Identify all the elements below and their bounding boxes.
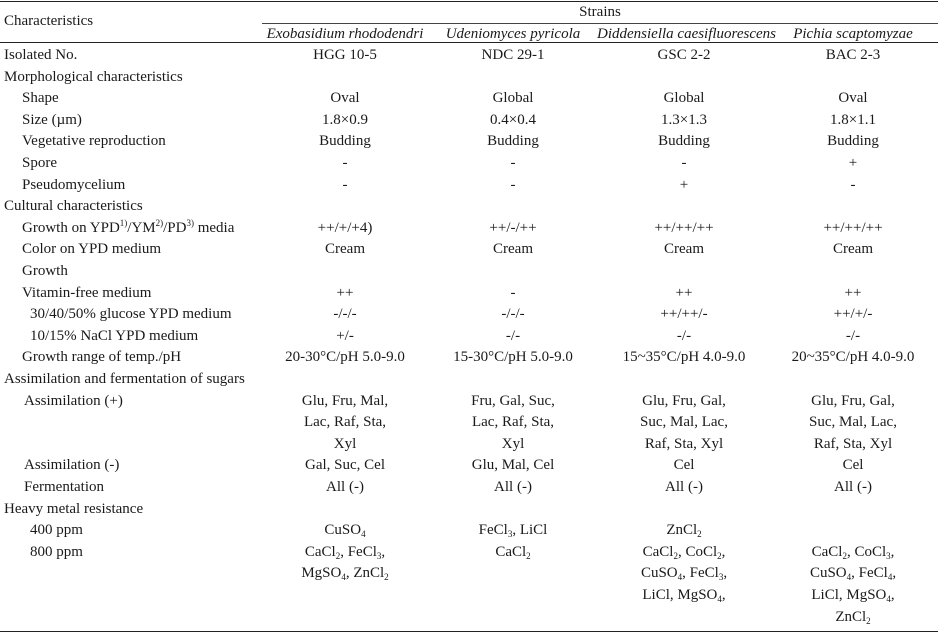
table-cell: ++ — [675, 284, 693, 301]
table-row — [0, 607, 938, 628]
table-row — [0, 455, 938, 476]
table-row — [0, 45, 938, 66]
table-header-rule — [0, 42, 938, 43]
table-row — [0, 347, 938, 368]
table-cell: - — [342, 155, 348, 171]
header-species-3: Diddensiella caesifluorescens — [597, 26, 776, 42]
table-cell: - — [850, 176, 856, 193]
table-cell: Cream — [325, 241, 365, 258]
header-strains: Strains — [579, 4, 621, 20]
table-row — [0, 434, 938, 455]
table-row — [0, 585, 938, 606]
row-label: 400 ppm — [30, 522, 83, 539]
table-cell: Suc, Mal, Lac, — [640, 414, 728, 431]
header-characteristics: Characteristics — [4, 13, 94, 29]
table-cell: + — [679, 176, 689, 193]
table-row — [0, 283, 938, 304]
row-label: Pseudomycelium — [22, 176, 126, 193]
row-label: Cultural characteristics — [4, 198, 143, 215]
table-row — [0, 326, 938, 347]
table-cell: HGG 10-5 — [313, 47, 377, 63]
table-cell: Lac, Raf, Sta, — [303, 414, 387, 431]
table-cell: Raf, Sta, Xyl — [644, 435, 724, 452]
table-cell: Cream — [833, 241, 873, 258]
table-cell: ++/+/- — [833, 306, 873, 323]
table-cell: 20-30°C/pH 5.0-9.0 — [285, 349, 405, 366]
table-cell: Lac, Raf, Sta, — [471, 414, 555, 431]
row-label: Heavy metal resistance — [4, 500, 144, 517]
table-row — [0, 261, 938, 282]
table-cell: Glu, Fru, Mal, — [301, 392, 389, 409]
table-cell: All (-) — [494, 479, 532, 495]
table-cell: -/- — [676, 327, 692, 344]
table-row — [0, 239, 938, 260]
table-row — [0, 369, 938, 390]
table-cell: Oval — [838, 90, 868, 107]
table-cell: Global — [492, 90, 534, 107]
table-cell: -/- — [505, 327, 521, 344]
table-cell: ++/++/++ — [823, 219, 883, 236]
table-cell: Glu, Fru, Gal, — [642, 392, 726, 409]
table-row — [0, 391, 938, 412]
table-cell: Cel — [673, 457, 695, 474]
table-cell: Suc, Mal, Lac, — [809, 414, 897, 431]
table-cell: CuSO$_4$, FeCl$_3$, — [640, 565, 728, 583]
table-cell: ++ — [844, 284, 862, 301]
table-cell: 0.4×0.4 — [490, 111, 536, 128]
table-row — [0, 131, 938, 152]
table-row — [0, 196, 938, 217]
table-cell: ++/-/++ — [489, 219, 537, 236]
table-cell: 15~35°C/pH 4.0-9.0 — [622, 349, 746, 366]
table-cell: - — [510, 176, 516, 193]
table-cell: Xyl — [333, 435, 357, 452]
table-row — [0, 175, 938, 196]
row-label: Growth on YPD$^{1)}$/YM$^{2)}$/PD$^{3)}$ media — [22, 217, 235, 236]
row-label: Growth range of temp./pH — [22, 349, 182, 366]
table-cell: MgSO$_4$, ZnCl$_2$ — [301, 565, 389, 583]
table-cell: -/- — [845, 327, 861, 344]
table-row — [0, 153, 938, 174]
table-cell: CuSO$_4$ — [324, 522, 366, 540]
table-cell: Cel — [842, 457, 864, 474]
table-row — [0, 110, 938, 131]
row-label: Assimilation (-) — [24, 457, 120, 474]
table-row — [0, 542, 938, 563]
row-label: Isolated No. — [4, 47, 78, 63]
row-label: 800 ppm — [30, 543, 83, 560]
table-cell: 1.3×1.3 — [661, 111, 707, 128]
table-cell: CaCl$_2$, CoCl$_2$, — [642, 543, 726, 561]
row-label: 10/15% NaCl YPD medium — [30, 327, 199, 344]
table-cell: NDC 29-1 — [481, 47, 545, 63]
table-cell: 1.8×1.1 — [830, 111, 876, 128]
table-cell: CaCl$_2$ — [495, 543, 531, 561]
table-cell: Budding — [827, 133, 879, 150]
table-cell: Xyl — [501, 435, 525, 452]
row-label: 30/40/50% glucose YPD medium — [30, 306, 232, 323]
table-cell: ++/++/- — [660, 306, 708, 323]
table-cell: 20~35°C/pH 4.0-9.0 — [791, 349, 915, 366]
table-row — [0, 563, 938, 584]
table-cell: Cream — [664, 241, 704, 258]
table-cell: 1.8×0.9 — [322, 111, 368, 128]
table-cell: + — [848, 155, 858, 171]
row-label: Vitamin-free medium — [22, 284, 152, 301]
table-cell: Raf, Sta, Xyl — [813, 435, 893, 452]
header-species-2: Udeniomyces pyricola — [445, 26, 581, 42]
table-cell: All (-) — [834, 479, 872, 495]
table-cell: +/- — [336, 327, 354, 344]
table-cell: Oval — [330, 90, 360, 107]
table-cell: - — [510, 284, 516, 301]
table-cell: - — [510, 155, 516, 171]
table-row — [0, 477, 938, 498]
table-cell: Budding — [319, 133, 371, 150]
row-label: Assimilation (+) — [24, 392, 123, 409]
table-cell: ZnCl$_2$ — [835, 608, 871, 626]
table-row — [0, 499, 938, 520]
table-cell: CaCl$_2$, CoCl$_3$, — [811, 543, 895, 561]
table-bottom-rule — [0, 631, 938, 632]
row-label: Growth — [22, 263, 68, 279]
table-cell: -/-/- — [333, 306, 357, 323]
table-row — [0, 520, 938, 541]
row-label: Color on YPD medium — [22, 241, 162, 258]
table-top-rule — [0, 1, 938, 2]
row-label: Vegetative reproduction — [22, 133, 166, 150]
table-cell: BAC 2-3 — [825, 47, 881, 63]
table-cell: LiCl, MgSO$_4$, — [811, 587, 895, 604]
table-row — [0, 218, 938, 239]
table-cell: 15-30°C/pH 5.0-9.0 — [453, 349, 573, 366]
row-label: Shape — [22, 90, 59, 107]
table-cell: ++ — [336, 284, 354, 301]
table-cell: Glu, Mal, Cel — [471, 457, 555, 474]
table-cell: Gal, Suc, Cel — [305, 457, 385, 474]
table-cell: Budding — [487, 133, 539, 150]
table-cell: Fru, Gal, Suc, — [471, 392, 555, 409]
table-cell: Cream — [493, 241, 533, 258]
table-cell: CuSO$_4$, FeCl$_4$, — [809, 565, 897, 583]
table-cell: Budding — [658, 133, 710, 150]
table-cell: LiCl, MgSO$_4$, — [642, 587, 726, 604]
table-cell: ZnCl$_2$ — [666, 522, 702, 540]
table-cell: ++/+/+4) — [317, 219, 373, 236]
table-row — [0, 88, 938, 109]
row-label: Spore — [22, 155, 57, 171]
row-label: Size (µm) — [22, 111, 82, 128]
table-cell: -/-/- — [501, 306, 525, 323]
table-cell: GSC 2-2 — [657, 47, 711, 63]
table-cell: Global — [663, 90, 705, 107]
header-species-1: Exobasidium rhododendri — [266, 26, 424, 42]
table-cell: - — [681, 155, 687, 171]
table-cell: FeCl$_3$, LiCl — [478, 522, 548, 540]
strains-underline — [262, 23, 938, 24]
row-label: Assimilation and fermentation of sugars — [4, 371, 245, 387]
table-cell: All (-) — [326, 479, 364, 495]
table-row — [0, 412, 938, 433]
table-cell: Glu, Fru, Gal, — [811, 392, 895, 409]
table-cell: ++/++/++ — [654, 219, 714, 236]
header-species-4: Pichia scaptomyzae — [793, 26, 913, 42]
table-cell: All (-) — [665, 479, 703, 495]
row-label: Morphological characteristics — [4, 68, 183, 85]
row-label: Fermentation — [24, 479, 104, 495]
table-cell: CaCl$_2$, FeCl$_3$, — [304, 543, 386, 561]
table-cell: - — [342, 176, 348, 193]
table-row — [0, 67, 938, 88]
table-row — [0, 304, 938, 325]
